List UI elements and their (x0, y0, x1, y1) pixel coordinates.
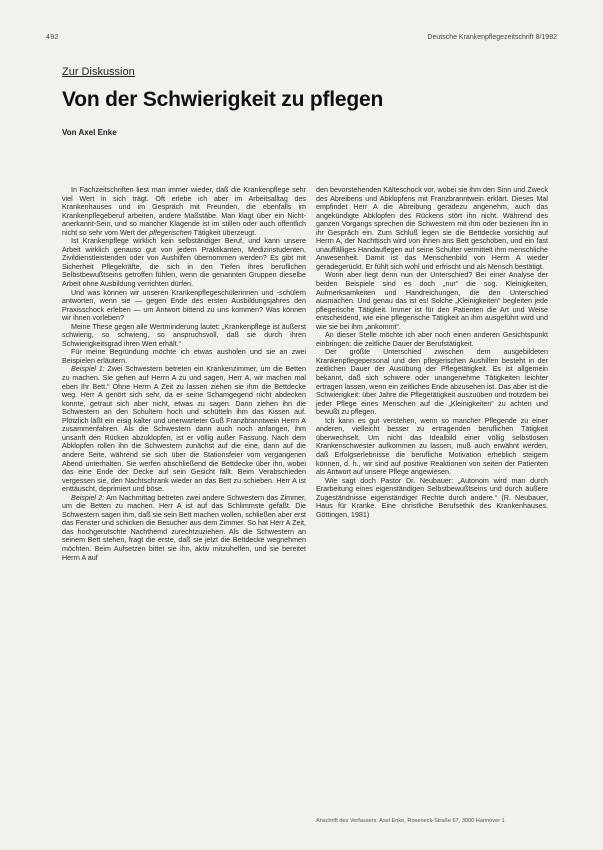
paragraph: Worin aber liegt denn nun der Unterschied? Bei einer Analyse der beiden Beispiele sind es doch „nur“ die sog. Kleinigkeiten, Aufmerksamkeiten und Handreichungen, die den Unterschied ausmachen. Und genau das ist es! Solche „Kleinigkeiten“ begleiten jede pflegerische Tätigkeit. Immer ist für den Patienten die Art und Weise entscheidend, wie eine pflegerische Tätigkeit an ihm ausgeführt wird und wie sie bei ihm „ankommt“. (316, 271, 548, 331)
article-title: Von der Schwierigkeit zu pflegen (62, 88, 384, 111)
paragraph: den bevorstehenden Kälteschock vor, wobei sie ihm den Sinn und Zweck des Abreibens und Abklopfens mit Franzbranntwein erklärt. Dieses Mal empfindet Herr A die Abreibung geradezu angenehm, auch das angekündigte Abklopfen des Rückens stört ihn nicht. Während des ganzen Vorgangs sprechen die Schwestern mit ihm oder bezienen ihn in ihr Gespräch ein. Zum Schluß legen sie die Bettdecke vorsichtig auf Herrn A, der Nachttisch wird von ihnen ans Bett geschoben, und ein fast unauffälliges Handauflegen auf seine Schulter vermittelt ihm menschliche Anwesenheit. Damit ist das Menschenbild von Herrn A wieder geradegerückt. Er fühlt sich wohl und erfrischt und als Mensch bestätigt. (316, 186, 548, 271)
left-column (62, 186, 306, 562)
journal-reference: Deutsche Krankenpflegezeitschrift 8/1982 (427, 34, 557, 41)
example-label: Beispiel 2: (71, 493, 105, 502)
paragraph: Der größte Unterschied zwischen dem ausgebildeten Krankenpflegepersonal und den pflegerischen Aushilfen besteht in der zeitlichen Dauer der Ausübung der Pflegetätigkeit. Es ist allgemein bekannt, daß sich schwere oder unangenehme Tätigkeiten leichter ertragen lassen, wenn ein zeitliches Ende abzusehen ist. Das aber ist die Schwierigkeit: über Jahre die Pflegetätigkeit auszuüben und trotzdem bei jeder Pflege eines Menschen auf die „Kleinigkeiten“ zu achten und bewußt zu pflegen. (316, 348, 548, 417)
author-address: Anschrift des Verfassers: Axel Enke, Roseneck-Straße 67, 3000 Hannover 1 (316, 818, 505, 824)
page-number: 492 (46, 34, 59, 41)
right-column (316, 186, 548, 519)
example-label: Beispiel 1: (71, 365, 105, 374)
paragraph: Ich kann es gut verstehen, wenn so mancher Pflegende zu einer anderen, vielleicht besser zu ertragenden beruflichen Tätigkeit überwechselt. Um nicht das Idealbild einer völlig selbstlosen Krankenschwester aufkommen zu lassen, muß auch erwähnt werden, daß Erfolgserlebnisse die berufliche Motivation erheblich steigern können, d. h., wir sind auf positive Reaktionen von seiten der Patienten als Antwort auf unsere Pflege angewiesen. (316, 416, 548, 477)
paragraph (62, 186, 306, 237)
paragraph (62, 494, 306, 562)
section-label: Zur Diskussion (62, 66, 135, 78)
paragraph: An dieser Stelle möchte ich aber noch einen anderen Gesichtspunkt einbringen: die zeitliche Dauer der Berufstätigkeit. (316, 331, 548, 348)
paragraph: Meine These gegen alle Wertminderung lautet: „Krankenpflege ist äußerst schwierig, so schwierig, so anspruchsvoll, daß sie durch ihren Schwierigkeitsgrad ihren Wert erhält.“ (62, 322, 306, 348)
paragraph: Wie sagt doch Pastor Dr. Neubauer: „Autonom wird man durch Erarbeitung eines eigenständigen Selbstbewußtseins und durch äußere Zugeständnisse eigenständiger Rechte durch andere.“ (R. Neubauer, Haus für Kranke. Eine christliche Berufsethik des Krankenhauses. Göttingen, 1981) (316, 476, 548, 519)
paragraph: Für meine Begründung möchte ich etwas ausholen und sie an zwei Beispielen erläutern. (62, 348, 306, 365)
paragraph-text: In Fachzeitschriften liest man immer wieder, daß die Krankenpflege sehr viel Wert in sich trägt. Oft erlebe ich aber im Arbeitsalltag des Krankenhauses und im Gespräch mit Freunden, die ebenfalls im Krankenpflegeberuf arbeiten, andere Maßstäbe. Man klagt über ein Nicht-anerkannt-Sein, und so mancher Klagende ist im stillen oder auch offentlich nicht so sehr vom Wert der (62, 186, 306, 237)
paragraph-text: Am Nachmittag betreten zwei andere Schwestern das Zimmer, um die Betten zu machen. Herr A ist auf das Schlimmste gefaßt. Die Schwestern sagen ihm, daß sie sein Bett machen wollen, schließen aber erst das Fenster und schicken die Besucher aus dem Zimmer. So hat Herr A Zeit, das hochgerutschte Nachthemd zurechtzuziehen. Als die Schwestern an seinem Bett stehen, fragt die erste, daß sie jetzt die Bettdecke wegnehmen möchten. Beim Aufsetzen bittet sie ihn, aktiv mitzuhelfen, und sie bereitet Herrn A auf (62, 493, 306, 562)
paragraph (62, 365, 306, 493)
paragraph: Ist Krankenpflege wirklich kein selbständiger Beruf, und kann unsere Arbeit wirklich genauso gut von jedem Praktikanten, Medizinstudenten, Zivildienstleistenden oder von Aushilfen übernommen werden? Es gibt mit Sicherheit Pflegekräfte, die sich in den Tiefen ihres beruflichen Selbstbewußtseins getroffen fühlen, wenn die genannten Gruppen dieselbe Arbeit ohne Ausbildung verrichten dürfen. (62, 237, 306, 289)
paragraph: Und was können wir unseren Krankenpflegeschülerinnen und -schülern antworten, wenn sie — gegen Ende des ersten Ausbildungsjahres den Praxisschock erleben — um Antwort bittend zu uns kommen? Was können wir ihnen vorleben? (62, 288, 306, 323)
paragraph-text: Zwei Schwestern betreten ein Krankenzimmer, um die Betten zu machen. Sie gehen auf Herrn A zu und sagen, Herr A, wir machen mal eben Ihr Bett.“ Ohne Herrn A Zeit zu lassen ziehen sie ihm die Bettdecke weg. Herr A genört sich sehr, da er seine Schamgegend nicht abdecken konnte, getraut sich aber nicht, etwas zu sagen. Dann ziehen ihn die Schwestern an den Schultern hoch und schütteln ihm das Kissen auf. Plötzlich läßt ein eisig kalter und unerwarteter Guß Franzbranntwein Herrn A zusammenfahren. Als die Schwestern dann auch noch anfangen, ihm unsanft den Rücken abzuklopfen, ist er völlig außer Fassung. Nach dem Abklopfen rollen ihn die Schwestern zunächst auf die eine, dann auf die andere Seite, während sie sich über die Stationsfeier vom vergangenen Abend unterhalten. Sie werfen abschließend die Bettdecke über ihn, wobei das eine Ende der Decke auf sein Gesicht fällt. Beim Verabschieden vergessen sie, den Nachtschrank wieder an das Bett zu schieben. Herr A ist enttäuscht, deprimiert und böse. (62, 365, 307, 494)
article-author: Von Axel Enke (62, 128, 117, 137)
paragraph-text: Tätigkeit überzeugt. (193, 228, 257, 237)
emphasis-text: pflegerischen (149, 228, 192, 237)
